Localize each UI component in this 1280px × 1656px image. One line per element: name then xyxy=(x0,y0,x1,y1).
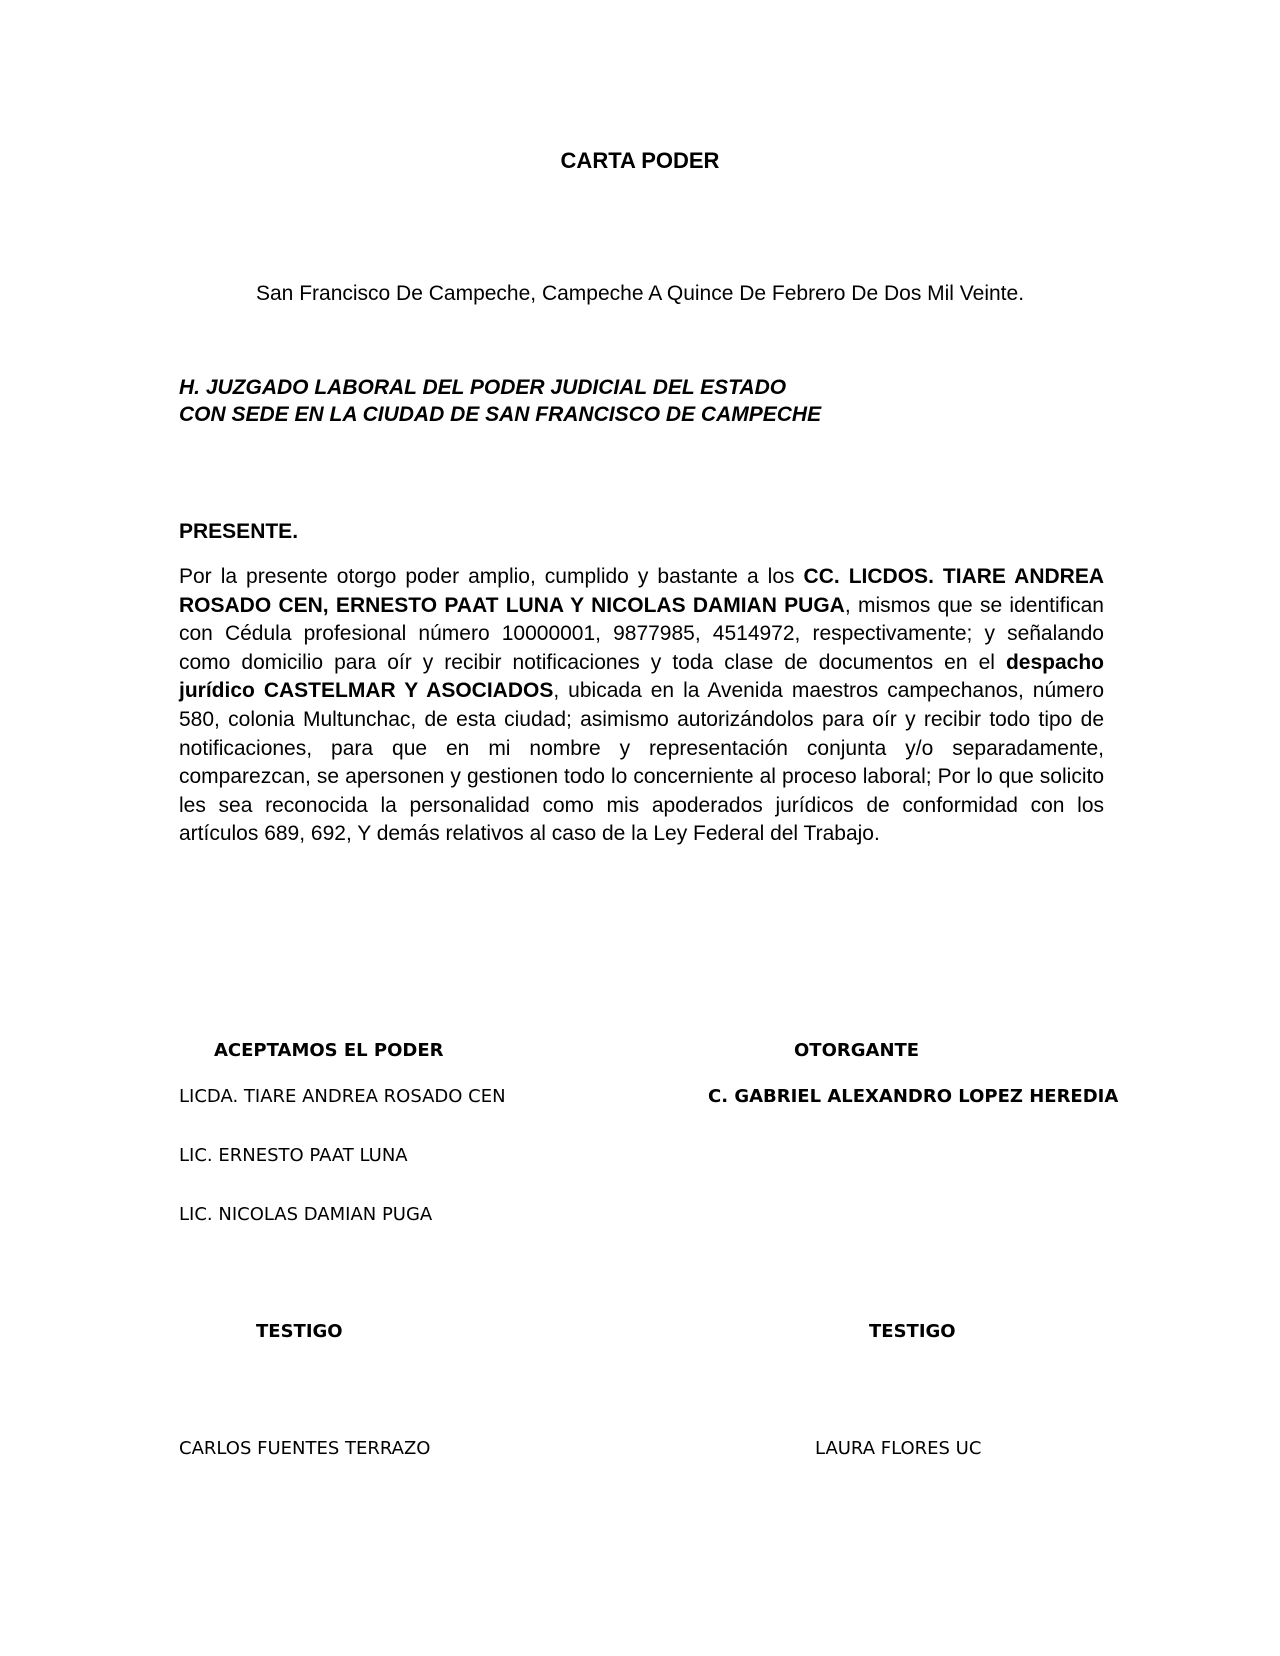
attorney-name-2: LIC. ERNESTO PAAT LUNA xyxy=(179,1145,408,1166)
presente-heading: PRESENTE. xyxy=(179,520,299,543)
accept-power-heading: ACEPTAMOS EL PODER xyxy=(214,1040,444,1061)
addressee-block xyxy=(179,374,821,428)
witness-left-heading: TESTIGO xyxy=(256,1321,343,1342)
body-text-part-1: Por la presente otorgo poder amplio, cumplido y bastante a los xyxy=(179,565,804,588)
law-firm-name: despacho jurídico CASTELMAR Y ASOCIADOS xyxy=(179,650,1104,703)
body-paragraph xyxy=(179,563,1104,849)
body-text-part-2: , mismos que se identifican con Cédula profesional número 10000001, 9877985, 4514972, respectivamente; y señalando como domicilio para oír y recibir notificaciones y toda clase de documentos en el xyxy=(179,593,1104,674)
addressee-line-1: H. JUZGADO LABORAL DEL PODER JUDICIAL DEL ESTADO xyxy=(179,376,787,399)
grantor-name: C. GABRIEL ALEXANDRO LOPEZ HEREDIA xyxy=(708,1086,1119,1107)
body-text-part-3: , ubicada en la Avenida maestros campechanos, número 580, colonia Multunchac, de esta ciudad; asimismo autorizándolos para oír y recibir todo tipo de notificaciones, para que en mi nombre y representación conjunta y/o separadamente, comparezcan, se apersonen y gestionen todo lo concerniente al proceso laboral; Por lo que solicito les sea reconocida la personalidad como mis apoderados jurídicos de conformidad con los artículos 689, 692, Y demás relativos al caso de la Ley Federal del Trabajo. xyxy=(179,679,1104,846)
witness-right-name: LAURA FLORES UC xyxy=(815,1438,982,1459)
date-line: San Francisco De Campeche, Campeche A Quince De Febrero De Dos Mil Veinte. xyxy=(256,282,1025,305)
witness-right-heading: TESTIGO xyxy=(869,1321,956,1342)
grantor-heading: OTORGANTE xyxy=(794,1040,920,1061)
addressee-line-2: CON SEDE EN LA CIUDAD DE SAN FRANCISCO DE CAMPECHE xyxy=(179,403,822,426)
witness-left-name: CARLOS FUENTES TERRAZO xyxy=(179,1438,431,1459)
attorney-name-3: LIC. NICOLAS DAMIAN PUGA xyxy=(179,1204,433,1225)
document-title: CARTA PODER xyxy=(560,148,720,173)
attorney-name-1: LICDA. TIARE ANDREA ROSADO CEN xyxy=(179,1086,506,1107)
attorneys-names: CC. LICDOS. TIARE ANDREA ROSADO CEN, ERNESTO PAAT LUNA Y NICOLAS DAMIAN PUGA xyxy=(179,565,1104,617)
